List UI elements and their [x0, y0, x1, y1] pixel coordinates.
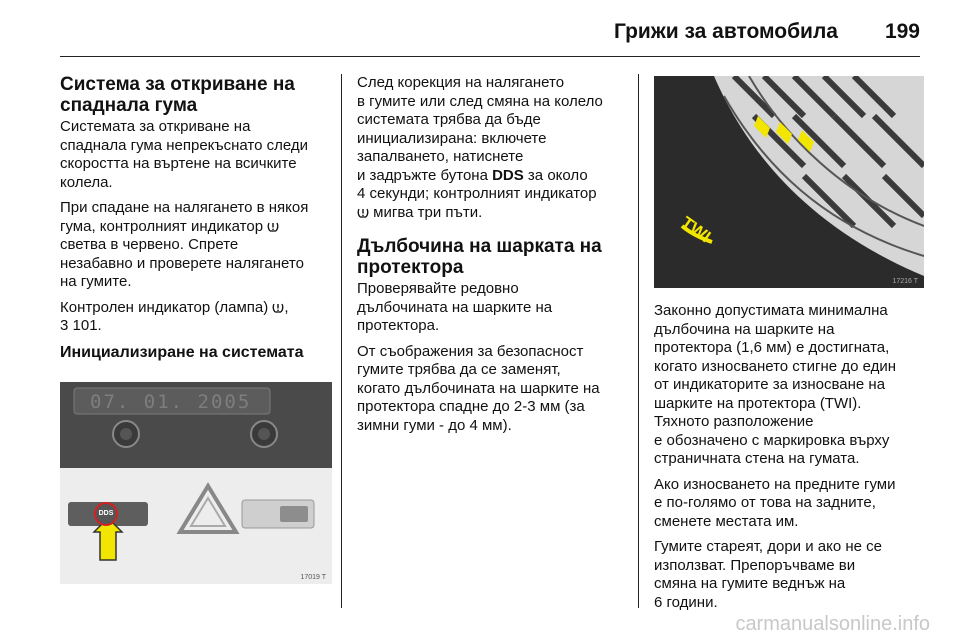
dds-button-illustration [60, 382, 332, 584]
paragraph-safety: От съображения за безопасност гумите трябва да се заменят, когато дълбочината на шарките на протектора спадне до 2-3 мм (за зимни гуми - до 4 мм). [357, 342, 600, 434]
paragraph-check-depth: Проверявайте редовно дълбочината на шарките на протектора. [357, 280, 553, 334]
column-divider-2 [638, 74, 639, 608]
tpms-warning-icon [267, 220, 279, 233]
paragraph-system-intro: Системата за откриване на спаднала гума непрекъснато следи скоростта на въртене на всичките колела. [60, 118, 309, 191]
tpms-warning-icon [357, 206, 369, 219]
paragraph-indicator-ref: Контролен индикатор (лампа) , 3 101. [60, 299, 330, 336]
heading-initialization: Инициализиране на системата [60, 343, 304, 361]
paragraph-pressure-drop: При спадане на налягането в някоя гума, контролният индикатор светва в червено. Спрете незабавно и проверете налягането на гумите. [60, 199, 309, 290]
figure-code: 17216 T [892, 278, 918, 285]
paragraph-rotate-tyres: Ако износването на предните гуми е по-голямо от това на задните, сменете местата им. [654, 475, 896, 530]
tpms-warning-icon [272, 301, 284, 314]
chapter-title: Грижи за автомобила [613, 20, 838, 43]
tyre-tread-drawing [654, 76, 924, 288]
column-left [60, 74, 330, 363]
column-middle [357, 74, 632, 442]
column-right [654, 302, 924, 619]
page-reference-link[interactable]: 3 101. [60, 317, 102, 334]
page-number: 199 [884, 20, 920, 43]
twi-marking: TWI [677, 212, 715, 247]
page-header [60, 16, 920, 60]
heading-flat-tyre-detection: Система за откриване на спаднала гума [60, 74, 295, 116]
site-watermark: carmanualsonline.info [735, 613, 930, 635]
dds-button-label: DDS [98, 510, 114, 517]
figure-code: 17019 T [300, 574, 326, 581]
clock-display: 07. 01. 2005 [90, 391, 252, 413]
dds-button[interactable] [94, 502, 118, 526]
heading-tread-depth: Дълбочина на шарката на протектора [357, 236, 602, 278]
tread-wear-indicator-illustration [654, 76, 924, 288]
paragraph-initialization-steps: След корекция на налягането в гумите или след смяна на колело системата трябва да бъде инициализирана: включете запалването, натиснете и задръжте бутона DDS за около 4 секунди; контролният индикатор мигва три пъти. [357, 74, 603, 221]
paragraph-tyre-age: Гумите стареят, дори и ако не се използват. Препоръчваме ви смяна на гумите веднъж на 6 години. [654, 538, 882, 611]
dds-term: DDS [492, 166, 524, 184]
column-divider-1 [341, 74, 342, 608]
paragraph-legal-minimum: Законно допустимата минимална дълбочина на шарките на протектора (1,6 мм) е достигната, когато износването стигне до един от индикаторите за износване на шарките на протектора (TWI). Тяхното разположение е обозначено с маркировка върху страничната стена на гумата. [654, 302, 897, 467]
header-divider [60, 56, 920, 57]
